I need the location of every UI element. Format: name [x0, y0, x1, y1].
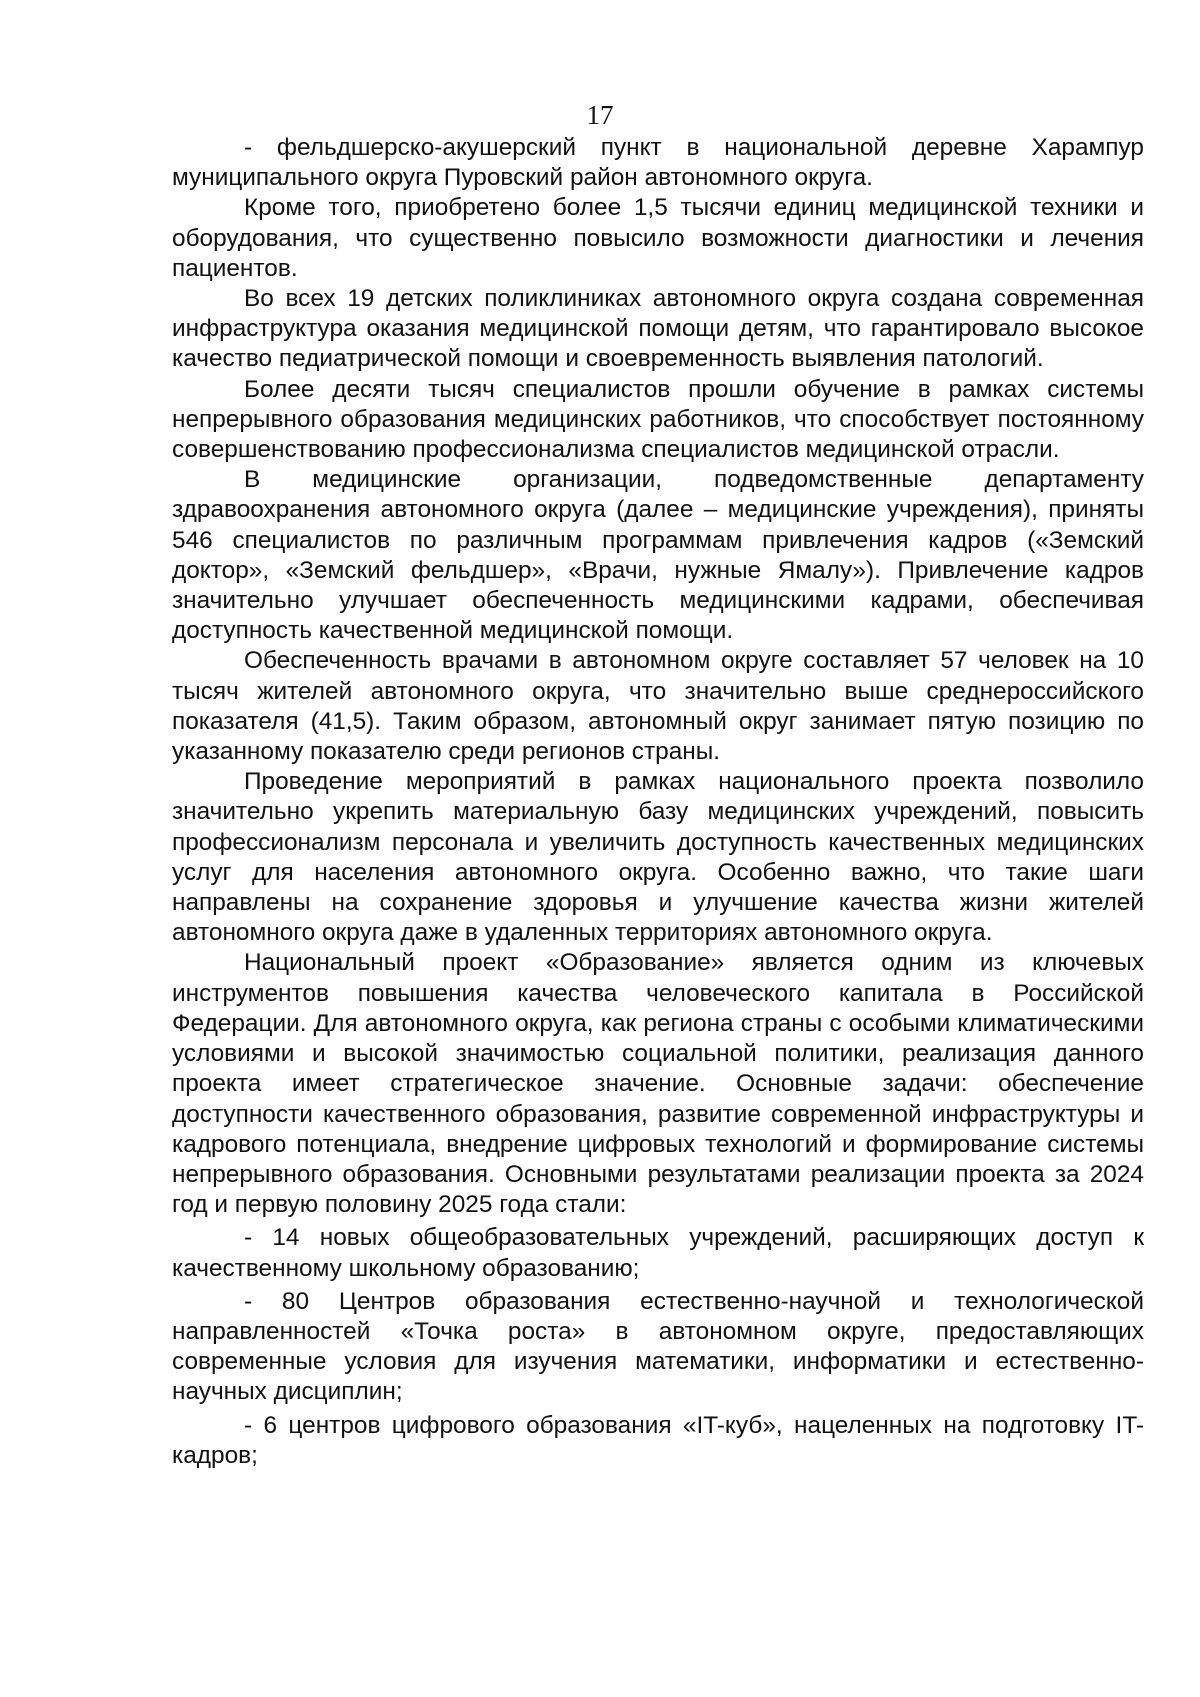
paragraph-feldsher-point: - фельдшерско-акушерский пункт в национальной деревне Харампур муниципального округа Пуровский район автономного округа. [172, 134, 1144, 192]
paragraph-project-results: Проведение мероприятий в рамках национального проекта позволило значительно укрепить материальную базу медицинских учреждений, повысить профессионализм персонала и увеличить доступность качественных медицинских услуг для населения автономного округа. Особенно важно, что такие шаги направлены на сохранение здоровья и улучшение качества жизни жителей автономного округа даже в удаленных территориях автономного округа. [172, 768, 1144, 947]
list-item-it-cube: - 6 центров цифрового образования «IT-куб», нацеленных на подготовку IT-кадров; [172, 1411, 1144, 1469]
paragraph-doctors-ratio: Обеспеченность врачами в автономном округе составляет 57 человек на 10 тысяч жителей автономного округа, что значительно выше среднероссийского показателя (41,5). Таким образом, автономный округ занимает пятую позицию по указанному показателю среди регионов страны. [172, 647, 1144, 766]
document-body [172, 133, 1144, 1471]
list-item-tochka-rosta: - 80 Центров образования естественно-научной и технологической направленностей «Точка роста» в автономном округе, предоставляющих современные условия для изучения математики, информатики и естественно-научных дисциплин; [172, 1287, 1144, 1406]
paragraph-staff-recruitment: В медицинские организации, подведомственные департаменту здравоохранения автономного округа (далее – медицинские учреждения), приняты 546 специалистов по различным программам привлечения кадров («Земский доктор», «Земский фельдшер», «Врачи, нужные Ямалу»). Привлечение кадров значительно улучшает обеспеченность медицинскими кадрами, обеспечивая доступность качественной медицинской помощи. [172, 466, 1144, 645]
page-number: 17 [586, 100, 614, 130]
paragraph-specialists-training: Более десяти тысяч специалистов прошли обучение в рамках системы непрерывного образования медицинских работников, что способствует постоянному совершенствованию профессионализма специалистов медицинской отрасли. [172, 375, 1144, 464]
paragraph-children-clinics: Во всех 19 детских поликлиниках автономного округа создана современная инфраструктура оказания медицинской помощи детям, что гарантировало высокое качество педиатрической помощи и своевременность выявления патологий. [172, 285, 1144, 373]
list-item-new-schools: - 14 новых общеобразовательных учреждений, расширяющих доступ к качественному школьному образованию; [172, 1224, 1144, 1282]
paragraph-medical-equipment: Кроме того, приобретено более 1,5 тысячи единиц медицинской техники и оборудования, что существенно повысило возможности диагностики и лечения пациентов. [172, 194, 1144, 282]
paragraph-education-project: Национальный проект «Образование» является одним из ключевых инструментов повышения качества человеческого капитала в Российской Федерации. Для автономного округа, как региона страны с особыми климатическими условиями и высокой значимостью социальной политики, реализация данного проекта имеет стратегическое значение. Основные задачи: обеспечение доступности качественного образования, развитие современной инфраструктуры и кадрового потенциала, внедрение цифровых технологий и формирование системы непрерывного образования. Основными результатами реализации проекта за 2024 год и первую половину 2025 года стали: [172, 949, 1144, 1219]
